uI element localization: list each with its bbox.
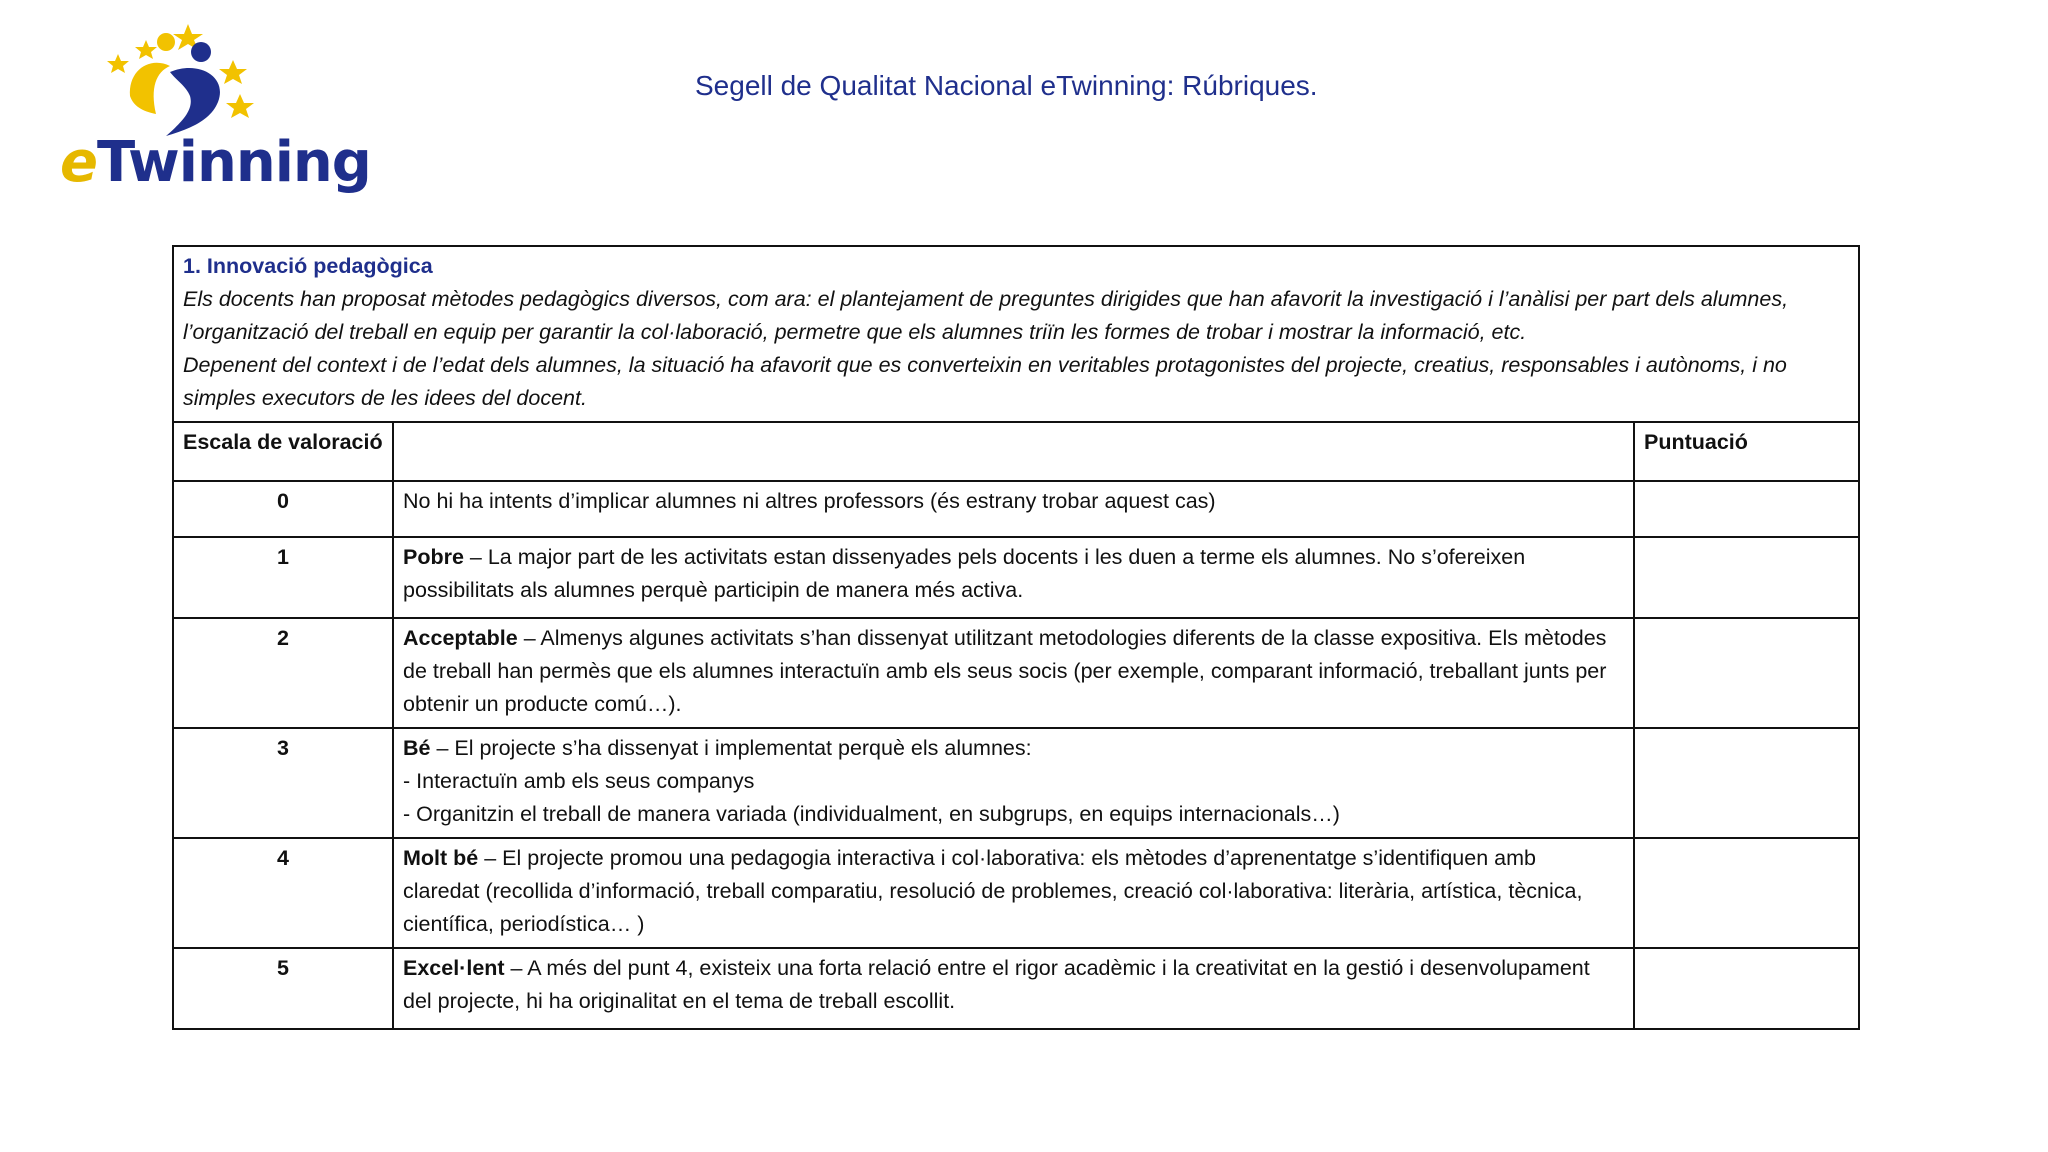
level-label: Acceptable	[403, 626, 518, 650]
table-row	[173, 481, 1859, 537]
score-value: 3	[173, 728, 393, 838]
intro-row	[173, 246, 1859, 422]
table-row	[173, 838, 1859, 948]
points-cell[interactable]	[1634, 948, 1859, 1029]
description-text: – A més del punt 4, existeix una forta relació entre el rigor acadèmic i la creativitat en la gestió i desenvolupament	[504, 956, 1590, 980]
description-line	[403, 952, 1624, 985]
points-cell[interactable]	[1634, 481, 1859, 537]
description-line	[403, 732, 1624, 765]
table-row	[173, 728, 1859, 838]
header-points: Puntuació	[1634, 422, 1859, 481]
score-value: 1	[173, 537, 393, 618]
points-cell[interactable]	[1634, 537, 1859, 618]
description-line: obtenir un producte comú…).	[403, 692, 682, 716]
description-line: científica, periodística… )	[403, 912, 645, 936]
description-line	[403, 622, 1624, 655]
level-description	[393, 618, 1634, 728]
level-description	[393, 481, 1634, 537]
rubric-table	[172, 245, 1860, 1030]
description-line: - Organitzin el treball de manera variada (individualment, en subgrups, en equips internacionals…)	[403, 802, 1340, 826]
etwinning-wordmark	[60, 130, 371, 195]
intro-line: simples executors de les idees del docent.	[183, 386, 587, 410]
header-row	[173, 422, 1859, 481]
description-line: de treball han permès que els alumnes interactuïn amb els seus socis (per exemple, comparant informació, treballant junts per	[403, 659, 1607, 683]
description-line: claredat (recollida d’informació, treball comparatiu, resolució de problemes, creació col·laborativa: literària, artística, tècnica,	[403, 879, 1583, 903]
table-row	[173, 618, 1859, 728]
score-value: 5	[173, 948, 393, 1029]
level-label: Pobre	[403, 545, 464, 569]
description-line: - Interactuïn amb els seus companys	[403, 769, 755, 793]
level-description	[393, 838, 1634, 948]
etwinning-logo	[58, 18, 371, 198]
table-row	[173, 537, 1859, 618]
description-text: – El projecte promou una pedagogia interactiva i col·laborativa: els mètodes d’aprenentatge s’identifiquen amb	[478, 846, 1536, 870]
etwinning-emblem-icon	[58, 18, 318, 148]
description-text: – El projecte s’ha dissenyat i implementat perquè els alumnes:	[430, 736, 1032, 760]
page-title: Segell de Qualitat Nacional eTwinning: Rúbriques.	[695, 70, 1318, 101]
level-label: Excel·lent	[403, 956, 505, 980]
level-description	[393, 948, 1634, 1029]
intro-cell	[173, 246, 1859, 422]
level-label: Molt bé	[403, 846, 479, 870]
description-line: possibilitats als alumnes perquè participin de manera més activa.	[403, 578, 1024, 602]
description-text: – Almenys algunes activitats s’han dissenyat utilitzant metodologies diferents de la classe expositiva. Els mètodes	[517, 626, 1607, 650]
header-scale: Escala de valoració	[173, 422, 393, 481]
points-cell[interactable]	[1634, 618, 1859, 728]
description-line	[403, 541, 1624, 574]
score-value: 2	[173, 618, 393, 728]
description-line	[403, 842, 1624, 875]
level-description	[393, 728, 1634, 838]
wordmark-e: e	[60, 130, 97, 195]
description-line: No hi ha intents d’implicar alumnes ni altres professors (és estrany trobar aquest cas)	[403, 489, 1216, 513]
intro-line: Depenent del context i de l’edat dels alumnes, la situació ha afavorit que es converteixin en veritables protagonistes del projecte, creatius, responsables i autònoms, i no	[183, 353, 1787, 377]
description-line: del projecte, hi ha originalitat en el tema de treball escollit.	[403, 989, 956, 1013]
table-row	[173, 948, 1859, 1029]
points-cell[interactable]	[1634, 728, 1859, 838]
score-value: 0	[173, 481, 393, 537]
points-cell[interactable]	[1634, 838, 1859, 948]
header-description	[393, 422, 1634, 481]
section-heading: 1. Innovació pedagògica	[183, 254, 433, 278]
wordmark-rest: Twinning	[96, 130, 371, 195]
level-description	[393, 537, 1634, 618]
score-value: 4	[173, 838, 393, 948]
level-label: Bé	[403, 736, 431, 760]
description-text: – La major part de les activitats estan dissenyades pels docents i les duen a terme els alumnes. No s’ofereixen	[463, 545, 1526, 569]
intro-line: Els docents han proposat mètodes pedagògics diversos, com ara: el plantejament de preguntes dirigides que han afavorit la investigació i l’anàlisi per part dels alumnes,	[183, 287, 1789, 311]
intro-line: l’organització del treball en equip per garantir la col·laboració, permetre que els alumnes triïn les formes de trobar i mostrar la informació, etc.	[183, 320, 1527, 344]
